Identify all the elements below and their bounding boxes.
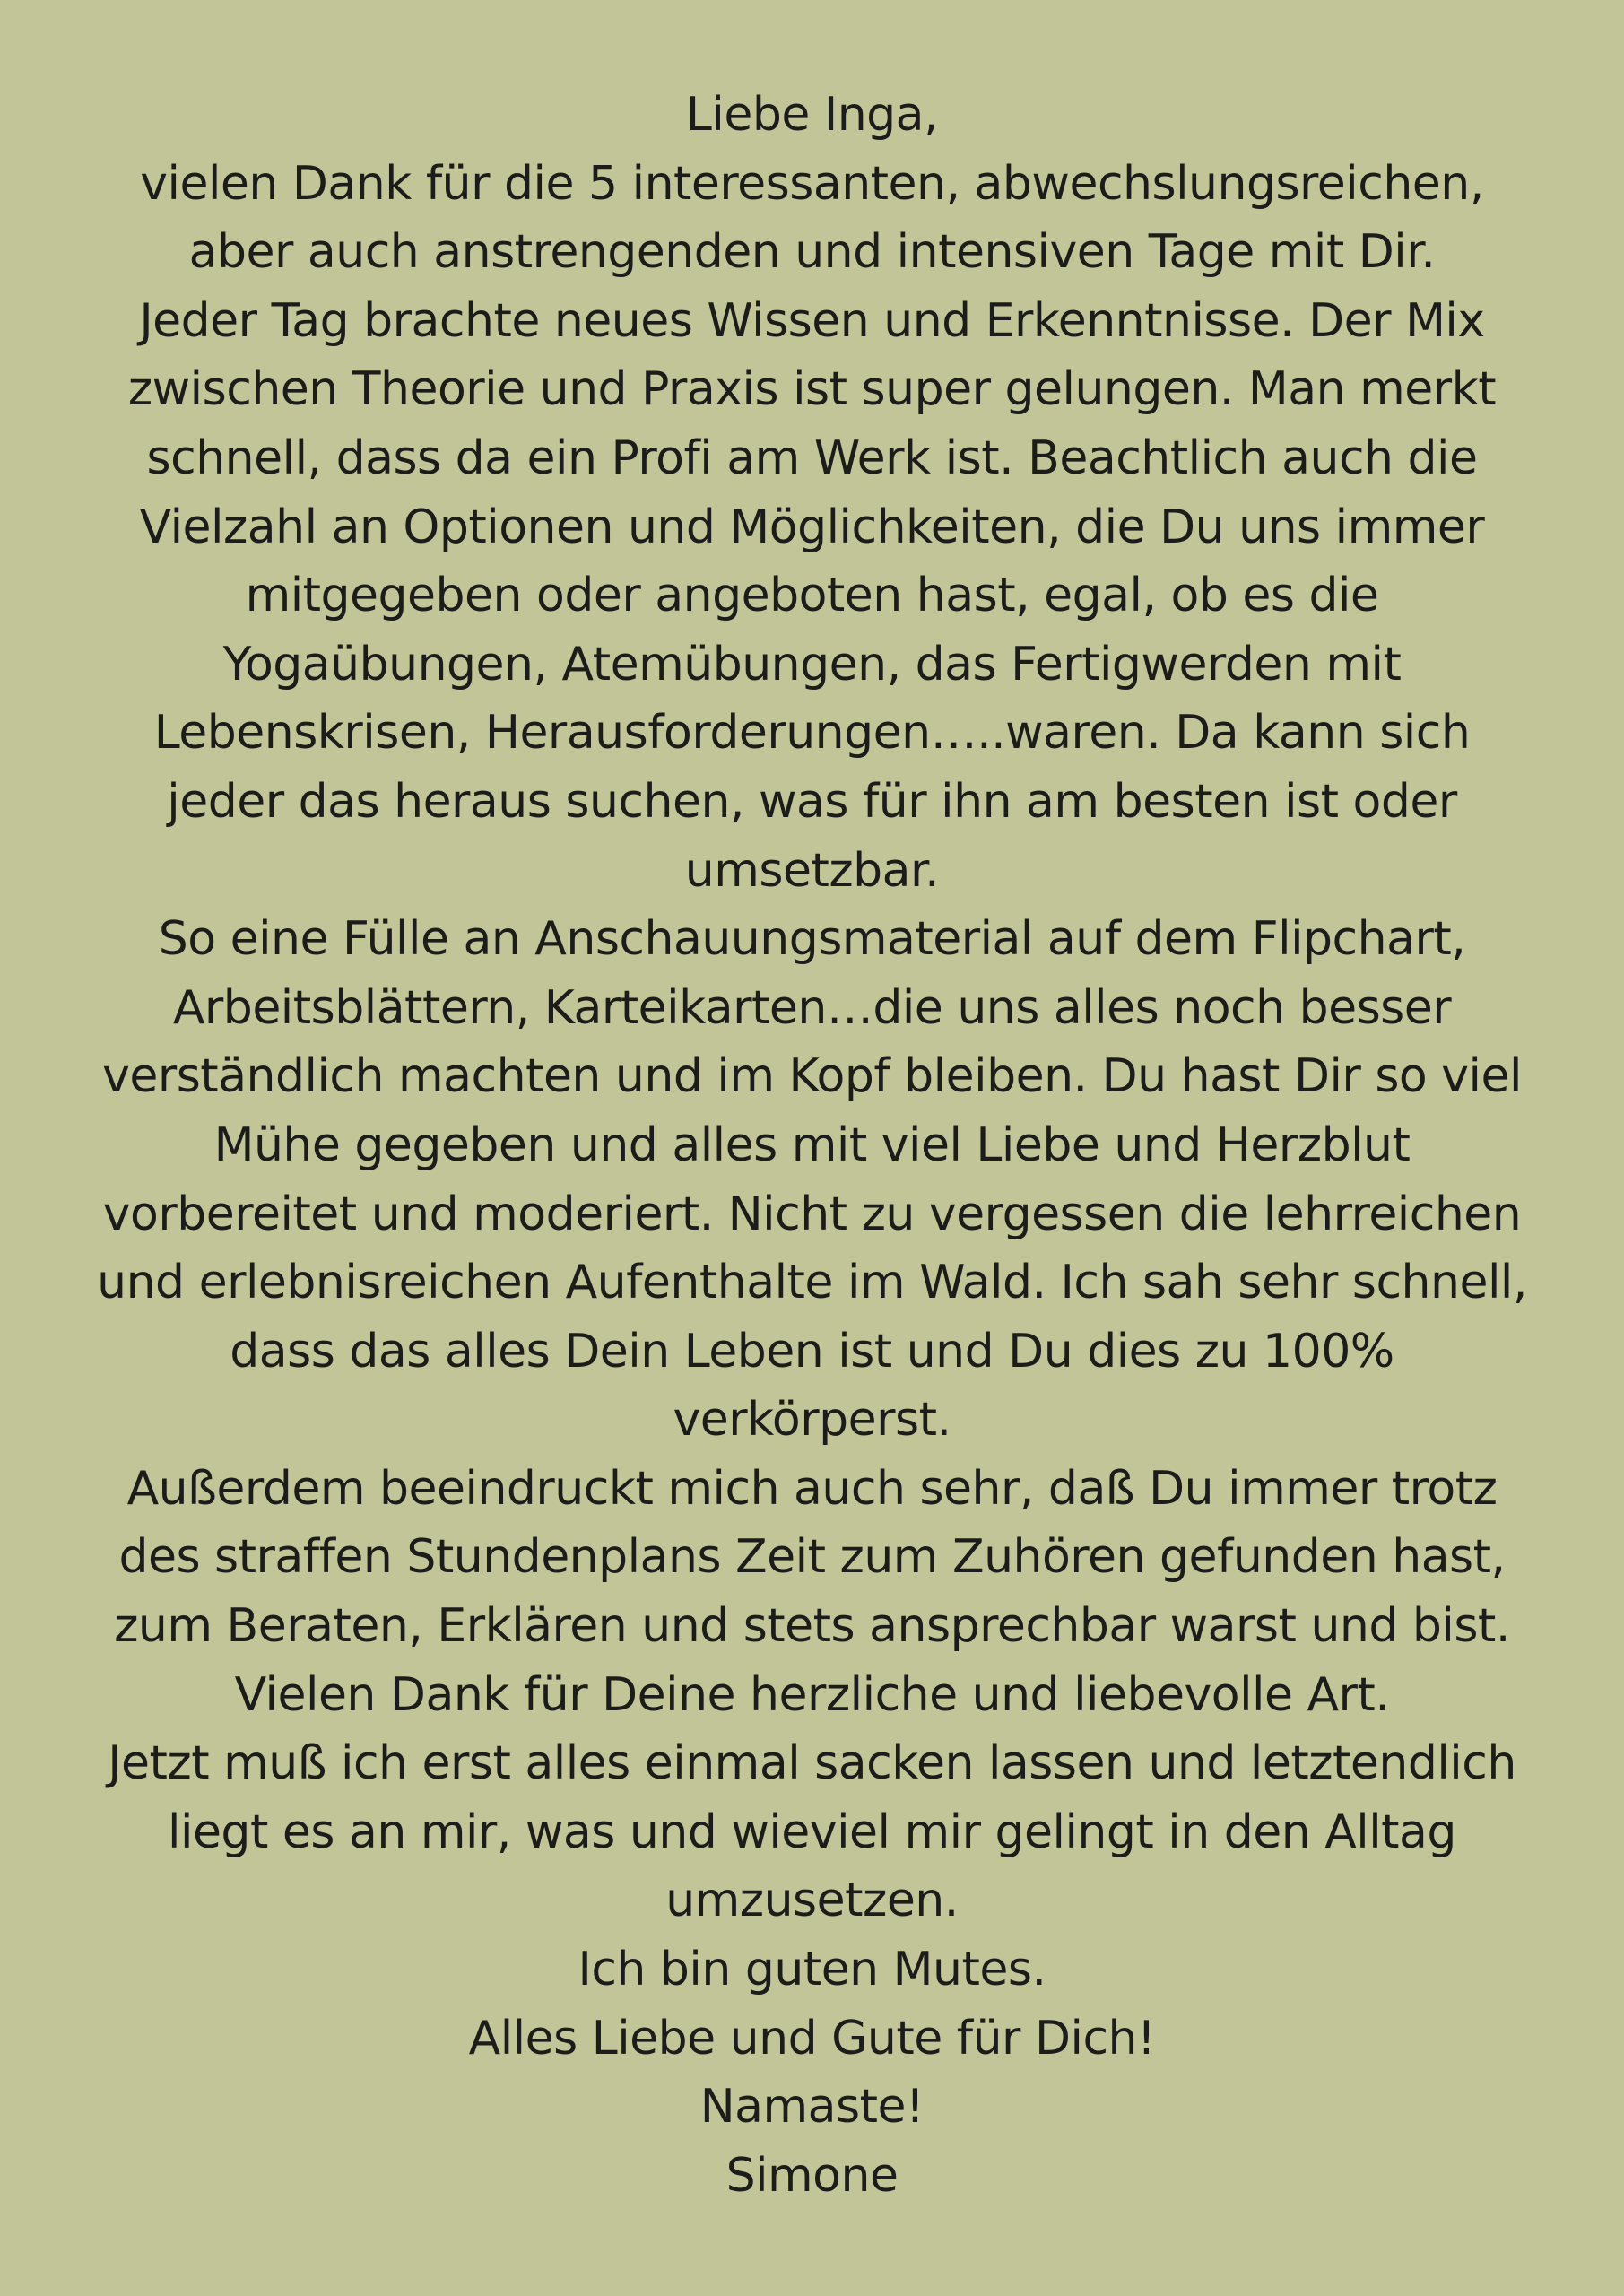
letter-line: Mühe gegeben und alles mit viel Liebe und Herzblut: [213, 1118, 1411, 1172]
letter-line: liegt es an mir, was und wieviel mir gelingt in den Alltag: [168, 1805, 1456, 1859]
letter-line: schnell, dass da ein Profi am Werk ist. Beachtlich auch die: [146, 430, 1478, 485]
letter-line: Außerdem beeindruckt mich auch sehr, daß Du immer trotz: [126, 1461, 1498, 1516]
letter-line: verkörperst.: [673, 1393, 951, 1448]
letter-line: Lebenskrisen, Herausforderungen…..waren. Da kann sich: [153, 706, 1471, 761]
letter-closing: Alles Liebe und Gute für Dich!: [468, 2011, 1156, 2066]
letter-line: umzusetzen.: [665, 1874, 959, 1928]
letter-line: verständlich machten und im Kopf bleiben. Du hast Dir so viel: [102, 1049, 1522, 1104]
letter-signature: Simone: [725, 2148, 899, 2203]
letter-line: Yogaübungen, Atemübungen, das Fertigwerden mit: [222, 637, 1402, 691]
letter-line: dass das alles Dein Leben ist und Du dies zu 100%: [230, 1324, 1394, 1378]
letter-line: Vielzahl an Optionen und Möglichkeiten, die Du uns immer: [139, 500, 1485, 554]
letter-line: mitgegeben oder angeboten hast, egal, ob es die: [245, 569, 1379, 623]
letter-line: zum Beraten, Erklären und stets ansprechbar warst und bist.: [114, 1599, 1510, 1654]
letter-line: und erlebnisreichen Aufenthalte im Wald. Ich sah sehr schnell,: [97, 1256, 1527, 1310]
letter-salutation: Liebe Inga,: [685, 88, 939, 142]
letter-line: zwischen Theorie und Praxis ist super gelungen. Man merkt: [127, 362, 1497, 417]
letter-line: aber auch anstrengenden und intensiven Tage mit Dir.: [188, 225, 1436, 280]
letter-line: Ich bin guten Mutes.: [578, 1943, 1046, 1997]
letter-greeting: Namaste!: [699, 2080, 925, 2135]
letter-line: Jeder Tag brachte neues Wissen und Erkenntnisse. Der Mix: [139, 293, 1485, 348]
letter-line: vorbereitet und moderiert. Nicht zu vergessen die lehrreichen: [102, 1187, 1522, 1241]
letter-line: So eine Fülle an Anschauungsmaterial auf dem Flipchart,: [158, 912, 1466, 967]
letter-line: des straffen Stundenplans Zeit zum Zuhören gefunden hast,: [118, 1530, 1506, 1585]
letter-line: umsetzbar.: [684, 843, 940, 898]
letter-line: Vielen Dank für Deine herzliche und liebevolle Art.: [234, 1667, 1390, 1722]
letter-line: Arbeitsblättern, Karteikarten…die uns alles noch besser: [172, 980, 1452, 1035]
letter-line: vielen Dank für die 5 interessanten, abwechslungsreichen,: [140, 156, 1484, 211]
letter-line: jeder das heraus suchen, was für ihn am besten ist oder: [167, 774, 1457, 829]
letter-text: [0, 81, 1624, 2210]
letter-line: Jetzt muß ich erst alles einmal sacken lassen und letztendlich: [108, 1736, 1516, 1791]
